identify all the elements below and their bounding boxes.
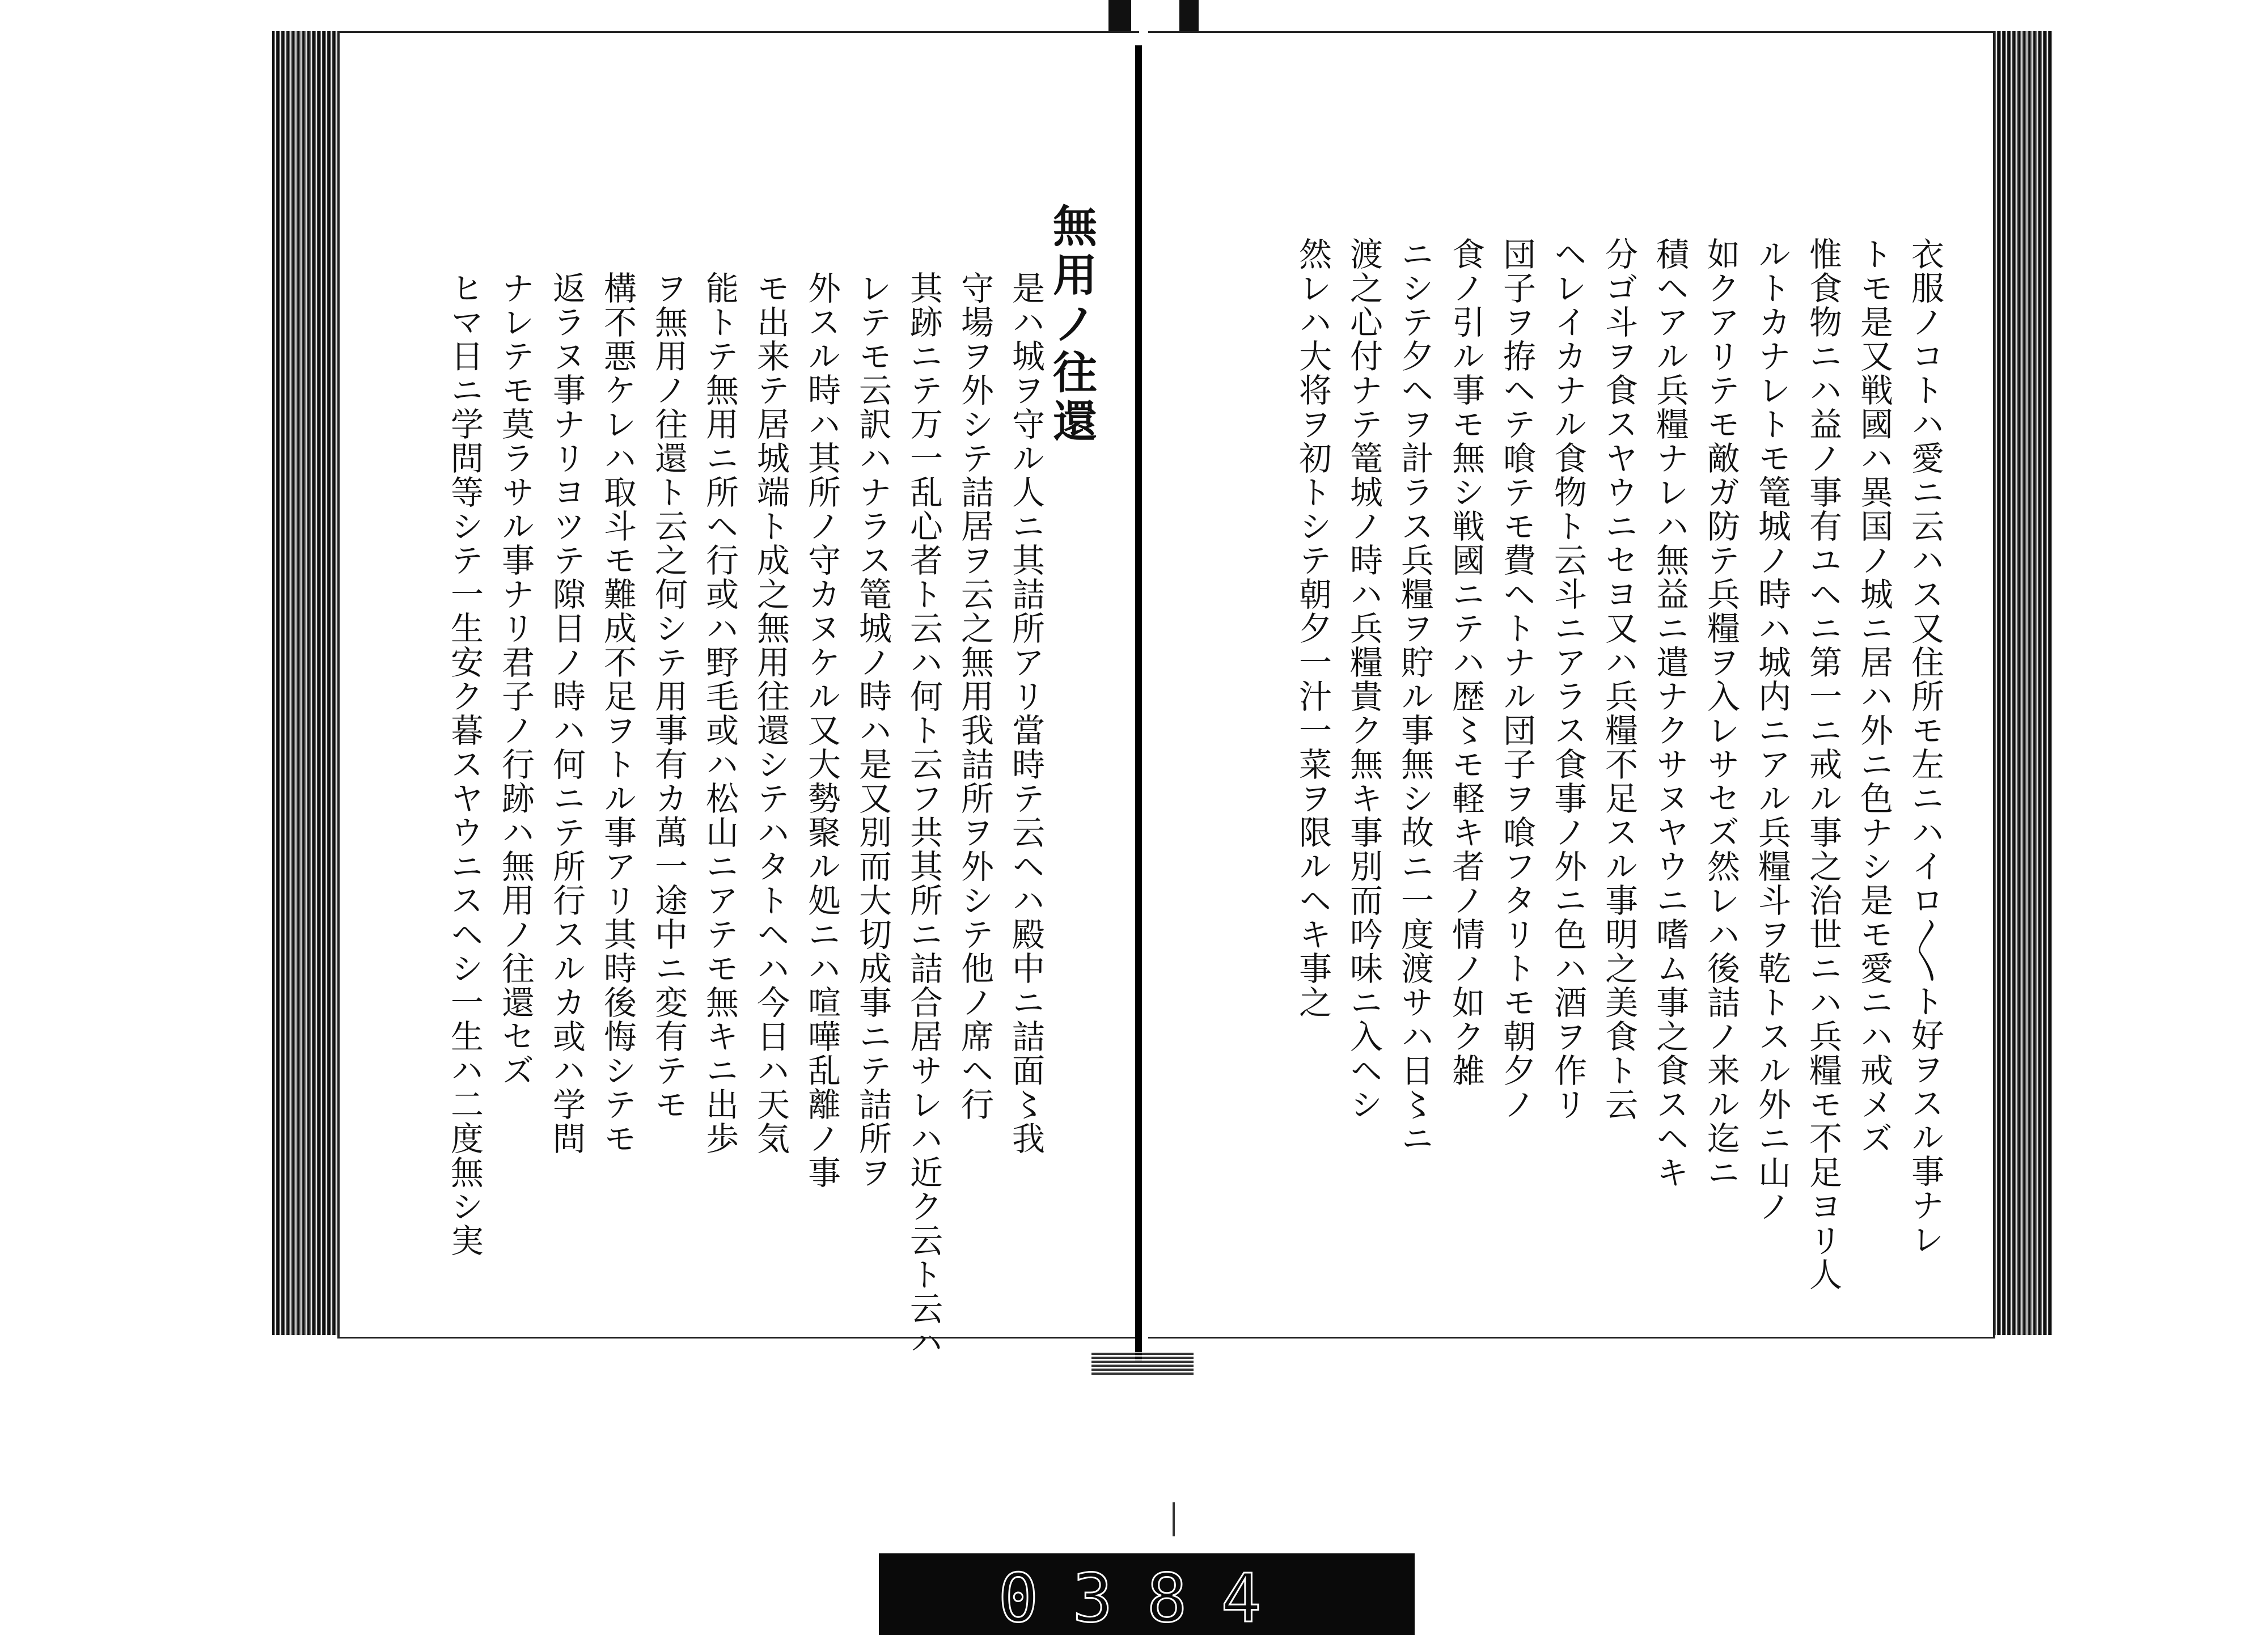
text-line: 返ラヌ事ナリヨツテ隙日ノ時ハ何ニテ所行スルカ或ハ学問 (547, 271, 586, 1155)
book-page-edge-left (272, 31, 337, 1335)
book-gutter (1135, 45, 1142, 1361)
text-line: モ出来テ居城端ト成之無用往還シテハタトヘハ今日ハ天気 (751, 271, 790, 1155)
text-line: ヒマ日ニ学問等シテ一生安ク暮スヤウニスヘシ一生ハ二度無シ実 (445, 271, 484, 1257)
text-line: 是ハ城ヲ守ル人ニ其詰所アリ當時テ云ヘハ殿中ニ詰面〻我 (1006, 271, 1045, 1155)
text-line: ルトカナレトモ篭城ノ時ハ城内ニアル兵糧斗ヲ乾トスル外ニ山ノ (1753, 237, 1791, 1223)
text-line: トモ是又戦國ハ異国ノ城ニ居ハ外ニ色ナシ是モ愛ニハ戒メズ (1855, 237, 1893, 1155)
text-line: 能トテ無用ニ所ヘ行或ハ野毛或ハ松山ニアテモ無キニ出歩 (700, 271, 739, 1155)
gutter-shadow (1091, 1352, 1194, 1375)
text-line: 分ゴ斗ヲ食スヤウニセヨ又ハ兵糧不足スル事明之美食ト云 (1600, 237, 1638, 1121)
text-line: 渡之心付ナテ篭城ノ時ハ兵糧貴ク無キ事別而吟味ニ入ヘシ (1344, 237, 1383, 1121)
book-page-edge-right (1993, 31, 2053, 1335)
text-line: 然レハ大将ヲ初トシテ朝夕一汁一菜ヲ限ルヘキ事之 (1293, 237, 1332, 1019)
text-line: 構不悪ケレハ取斗モ難成不足ヲトル事アリ其時後悔シテモ (598, 271, 637, 1155)
open-book (272, 31, 2053, 1359)
text-line: ヲ無用ノ往還ト云之何シテ用事有カ萬一途中ニ変有テモ (649, 271, 688, 1121)
text-line: 外スル時ハ其所ノ守カヌケル又大勢聚ル処ニハ喧嘩乱離ノ事 (802, 271, 841, 1189)
text-line: 如クアリテモ敵ガ防テ兵糧ヲ入レサセズ然レハ後詰ノ来ル迄ニ (1702, 237, 1740, 1189)
frame-number: 0384 (998, 1559, 1296, 1635)
text-line: 食ノ引ル事モ無シ戦國ニテハ歴〻モ軽キ者ノ情ノ如ク雑 (1446, 237, 1485, 1087)
text-line: ニシテ夕ヘヲ計ラス兵糧ヲ貯ル事無シ故ニ一度渡サハ日〻ニ (1395, 237, 1434, 1155)
text-line: 其跡ニテ万一乱心者ト云ハ何ト云フ共其所ニ詰合居サレハ近ク云ト云ハ (904, 271, 943, 1359)
text-line: 衣服ノコトハ愛ニ云ハス又住所モ左ニハイロ〳〵ト好ヲスル事ナレ (1906, 237, 1944, 1256)
text-line: ナレテモ莫ラサル事ナリ君子ノ行跡ハ無用ノ往還セズ (496, 271, 535, 1087)
text-line: 惟食物ニハ益ノ事有ユヘニ第一ニ戒ル事之治世ニハ兵糧モ不足ヨリ人 (1804, 237, 1842, 1291)
section-title: 無用ノ往還 (1046, 203, 1097, 447)
text-line: 団子ヲ拵ヘテ喰テモ費ヘトナル団子ヲ喰フタリトモ朝夕ノ (1497, 237, 1536, 1121)
text-line: 守場ヲ外シテ詰居ヲ云之無用我詰所ヲ外シテ他ノ席ヘ行 (955, 271, 994, 1121)
scan-tick-mark (1173, 1502, 1175, 1536)
text-line: ヘレイカナル食物ト云斗ニアラス食事ノ外ニ色ハ酒ヲ作リ (1548, 237, 1587, 1121)
frame-number-label (879, 1553, 1415, 1635)
text-line: 積ヘアル兵糧ナレハ無益ニ遣ナクサヌヤウニ嗜ム事之食スヘキ (1651, 237, 1689, 1189)
left-page (337, 31, 1139, 1359)
right-page (1148, 31, 1995, 1339)
text-line: レテモ云訳ハナラス篭城ノ時ハ是又別而大切成事ニテ詰所ヲ (853, 271, 892, 1189)
